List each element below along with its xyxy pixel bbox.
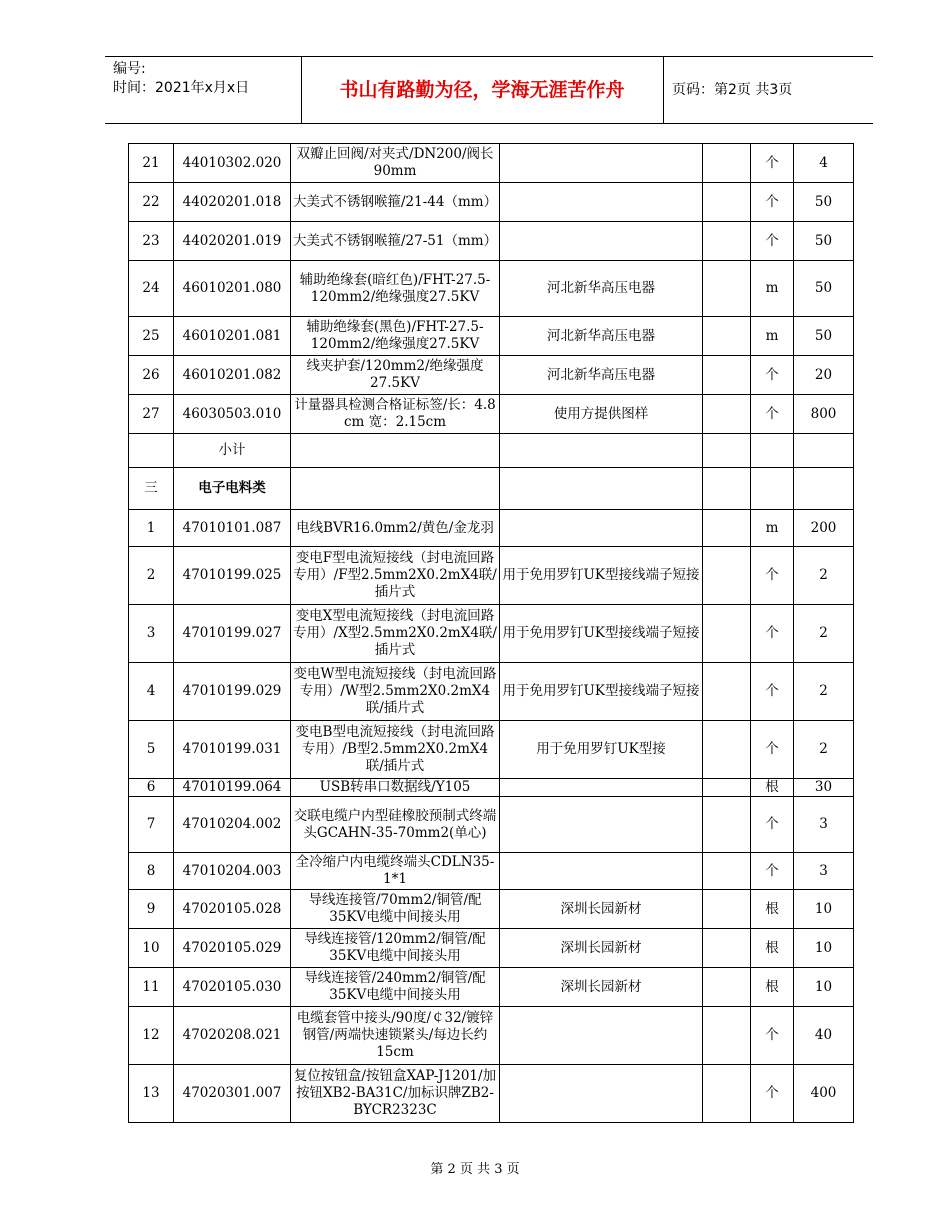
spec-extra [703,968,751,1007]
row-number: 26 [129,356,174,395]
material-name: 交联电缆户内型硅橡胶预制式终端头GCAHN-35-70mm2(单心) [291,797,500,853]
material-code: 46010201.081 [174,317,291,356]
row-number [129,434,174,468]
material-code: 44020201.018 [174,183,291,222]
unit: 根 [751,890,794,929]
material-name: 电线BVR16.0mm2/黄色/金龙羽 [291,510,500,547]
table-row [129,183,854,222]
material-name: 大美式不锈钢喉箍/21-44（mm） [291,183,500,222]
supplier-note: 深圳长园新材 [500,968,703,1007]
time-label: 时间：2021年x月x日 [113,80,250,96]
row-number: 21 [129,144,174,183]
material-name: 变电B型电流短接线（封电流回路专用）/B型2.5mm2X0.2mX4联/插片式 [291,721,500,779]
supplier-note: 深圳长园新材 [500,890,703,929]
spec-extra [703,797,751,853]
header-meta [113,60,303,98]
material-name: 计量器具检测合格证标签/长：4.8 cm 宽：2.15cm [291,395,500,434]
quantity: 50 [794,183,854,222]
unit: 个 [751,547,794,605]
spec-extra [703,779,751,797]
table-row [129,797,854,853]
material-name: 变电F型电流短接线（封电流回路专用）/F型2.5mm2X0.2mX4联/插片式 [291,547,500,605]
table-row [129,1065,854,1123]
quantity: 400 [794,1065,854,1123]
table-row [129,222,854,261]
material-code: 47020208.021 [174,1007,291,1065]
supplier-note: 河北新华高压电器 [500,356,703,395]
subtotal-row [129,434,854,468]
header-motto: 书山有路勤为径，学海无涯苦作舟 [339,79,625,101]
material-code: 46010201.082 [174,356,291,395]
spec-extra [703,663,751,721]
row-number: 4 [129,663,174,721]
row-number: 24 [129,261,174,317]
spec-extra [703,605,751,663]
table-row [129,721,854,779]
supplier-note [500,853,703,890]
supplier-note [500,183,703,222]
unit: 个 [751,183,794,222]
quantity: 200 [794,510,854,547]
quantity: 2 [794,547,854,605]
spec-extra [703,929,751,968]
supplier-note: 河北新华高压电器 [500,317,703,356]
spec-extra [703,144,751,183]
table-row [129,605,854,663]
table-row [129,144,854,183]
material-name: 全冷缩户内电缆终端头CDLN35-1*1 [291,853,500,890]
material-code: 47010199.025 [174,547,291,605]
quantity: 2 [794,605,854,663]
supplier-note [500,144,703,183]
spec-extra [703,183,751,222]
table-row [129,395,854,434]
supplier-note [500,797,703,853]
header-divider [663,57,664,123]
spec-extra [703,468,751,510]
quantity: 10 [794,968,854,1007]
row-number: 5 [129,721,174,779]
quantity: 50 [794,222,854,261]
material-code: 47020105.030 [174,968,291,1007]
unit: 个 [751,222,794,261]
quantity: 800 [794,395,854,434]
spec-extra [703,890,751,929]
quantity: 3 [794,797,854,853]
table-row [129,1007,854,1065]
row-number: 11 [129,968,174,1007]
row-number: 9 [129,890,174,929]
row-number: 1 [129,510,174,547]
quantity: 2 [794,721,854,779]
unit: 个 [751,1065,794,1123]
spec-extra [703,1007,751,1065]
materials-table [128,143,854,1123]
unit: m [751,317,794,356]
row-number: 12 [129,1007,174,1065]
spec-extra [703,356,751,395]
unit: 根 [751,968,794,1007]
quantity: 50 [794,261,854,317]
spec-extra [703,853,751,890]
spec-extra [703,547,751,605]
quantity: 20 [794,356,854,395]
material-code: 47020301.007 [174,1065,291,1123]
quantity: 40 [794,1007,854,1065]
table-row [129,779,854,797]
table-row [129,929,854,968]
material-name: 辅助绝缘套(暗红色)/FHT-27.5-120mm2/绝缘强度27.5KV [291,261,500,317]
material-name: 双瓣止回阀/对夹式/DN200/阀长90mm [291,144,500,183]
supplier-note: 用于免用罗钉UK型接 [500,721,703,779]
table-row [129,261,854,317]
page-footer: 第 2 页 共 3 页 [430,1162,520,1177]
material-name: 线夹护套/120mm2/绝缘强度27.5KV [291,356,500,395]
unit: 个 [751,1007,794,1065]
supplier-note: 用于免用罗钉UK型接线端子短接 [500,547,703,605]
material-code: 47010101.087 [174,510,291,547]
page-header [105,56,873,124]
unit: 个 [751,721,794,779]
header-page-info: 页码：第2页 共3页 [672,82,793,98]
row-number: 7 [129,797,174,853]
supplier-note [500,434,703,468]
material-name: 复位按钮盒/按钮盒XAP-J1201/加按钮XB2-BA31C/加标识牌ZB2-BYCR2323C [291,1065,500,1123]
material-name: USB转串口数据线/Y105 [291,779,500,797]
spec-extra [703,395,751,434]
material-name: 辅助绝缘套(黑色)/FHT-27.5-120mm2/绝缘强度27.5KV [291,317,500,356]
quantity [794,434,854,468]
table-row [129,890,854,929]
unit: m [751,510,794,547]
spec-extra [703,1065,751,1123]
spec-extra [703,434,751,468]
supplier-note [500,1007,703,1065]
supplier-note: 用于免用罗钉UK型接线端子短接 [500,605,703,663]
supplier-note [500,222,703,261]
section-row [129,468,854,510]
unit: m [751,261,794,317]
material-code: 46030503.010 [174,395,291,434]
quantity: 3 [794,853,854,890]
row-number: 10 [129,929,174,968]
row-number: 2 [129,547,174,605]
row-number: 3 [129,605,174,663]
quantity: 10 [794,890,854,929]
material-name [291,468,500,510]
unit: 根 [751,779,794,797]
row-number: 25 [129,317,174,356]
unit: 个 [751,395,794,434]
material-code: 44020201.019 [174,222,291,261]
spec-extra [703,510,751,547]
material-code: 小计 [174,434,291,468]
quantity [794,468,854,510]
material-code: 47020105.029 [174,929,291,968]
supplier-note: 深圳长园新材 [500,929,703,968]
unit: 个 [751,853,794,890]
unit: 个 [751,797,794,853]
table-row [129,317,854,356]
table-row [129,547,854,605]
materials-table-body [129,144,854,1123]
quantity: 50 [794,317,854,356]
row-number: 23 [129,222,174,261]
table-row [129,968,854,1007]
supplier-note [500,779,703,797]
quantity: 10 [794,929,854,968]
quantity: 30 [794,779,854,797]
material-code: 47010199.029 [174,663,291,721]
quantity: 4 [794,144,854,183]
spec-extra [703,261,751,317]
material-code: 47010199.064 [174,779,291,797]
row-number: 13 [129,1065,174,1123]
unit: 根 [751,929,794,968]
row-number: 27 [129,395,174,434]
material-name: 导线连接管/120mm2/铜管/配35KV电缆中间接头用 [291,929,500,968]
unit: 个 [751,663,794,721]
table-row [129,663,854,721]
unit: 个 [751,605,794,663]
material-code: 47010199.031 [174,721,291,779]
spec-extra [703,721,751,779]
material-code: 47010204.002 [174,797,291,853]
table-row [129,510,854,547]
unit: 个 [751,144,794,183]
material-name: 大美式不锈钢喉箍/27-51（mm） [291,222,500,261]
supplier-note [500,510,703,547]
material-code: 47010204.003 [174,853,291,890]
supplier-note: 用于免用罗钉UK型接线端子短接 [500,663,703,721]
supplier-note [500,468,703,510]
supplier-note: 使用方提供图样 [500,395,703,434]
row-number: 8 [129,853,174,890]
unit: 个 [751,356,794,395]
spec-extra [703,317,751,356]
spec-extra [703,222,751,261]
row-number: 6 [129,779,174,797]
material-code: 46010201.080 [174,261,291,317]
row-number: 三 [129,468,174,510]
material-name [291,434,500,468]
quantity: 2 [794,663,854,721]
unit [751,468,794,510]
material-name: 变电W型电流短接线（封电流回路专用）/W型2.5mm2X0.2mX4联/插片式 [291,663,500,721]
unit [751,434,794,468]
material-name: 导线连接管/70mm2/铜管/配35KV电缆中间接头用 [291,890,500,929]
table-row [129,356,854,395]
number-label: 编号: [113,61,146,77]
material-code: 47020105.028 [174,890,291,929]
material-name: 变电X型电流短接线（封电流回路专用）/X型2.5mm2X0.2mX4联/插片式 [291,605,500,663]
material-name: 电缆套管中接头/90度/￠32/镀锌钢管/两端快速锁紧头/每边长约15cm [291,1007,500,1065]
material-code: 44010302.020 [174,144,291,183]
material-code: 47010199.027 [174,605,291,663]
row-number: 22 [129,183,174,222]
supplier-note [500,1065,703,1123]
table-row [129,853,854,890]
material-name: 导线连接管/240mm2/铜管/配35KV电缆中间接头用 [291,968,500,1007]
material-code: 电子电料类 [174,468,291,510]
supplier-note: 河北新华高压电器 [500,261,703,317]
